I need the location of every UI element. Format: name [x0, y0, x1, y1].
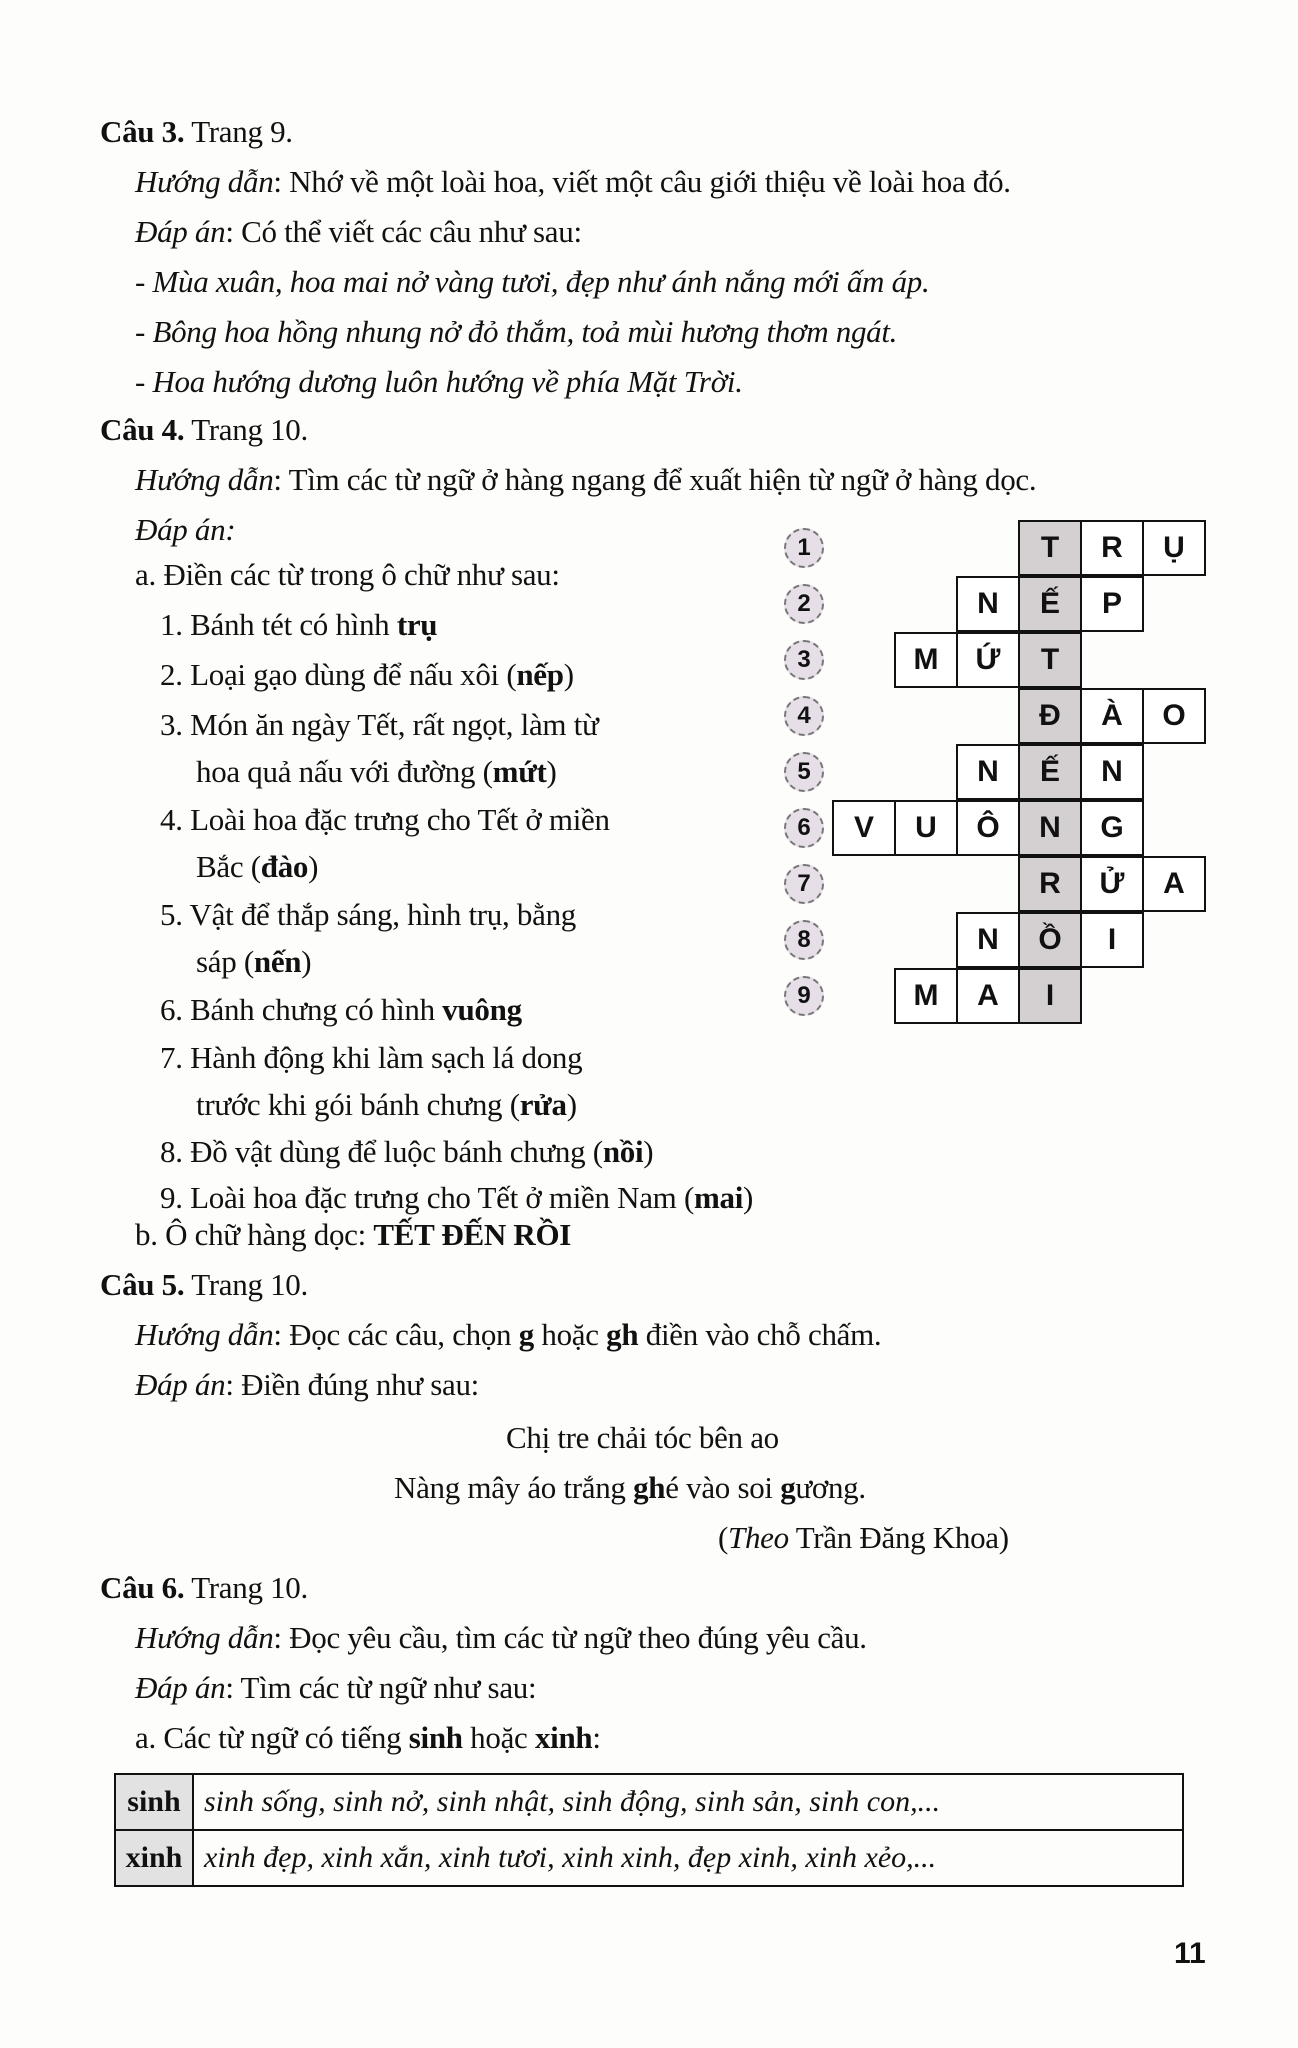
- clue-5-line-1: [160, 895, 576, 935]
- letter-gh: gh: [606, 1317, 639, 1352]
- crossword-cell: M: [894, 968, 958, 1024]
- poem-text: é vào soi: [665, 1470, 781, 1505]
- crossword-cell: A: [956, 968, 1020, 1024]
- huong-dan-label: Hướng dẫn: [135, 1620, 274, 1655]
- clue-5-line-2: sáp (nến): [196, 944, 312, 979]
- clue-answer: nếp: [516, 657, 564, 692]
- clue-answer: nến: [253, 944, 302, 979]
- table-row: [115, 1774, 1183, 1830]
- part-a-text: :: [592, 1720, 601, 1755]
- cau6-huong-dan: [135, 1618, 867, 1658]
- clue-number: 4.: [160, 802, 183, 837]
- clue-text: Đồ vật dùng để luộc bánh chưng: [190, 1134, 593, 1169]
- crossword-cell: Ử: [1080, 856, 1144, 912]
- crossword-key-cell: Ế: [1018, 744, 1082, 800]
- crossword-cell: À: [1080, 688, 1144, 744]
- cau6-heading: [100, 1568, 308, 1608]
- crossword-key-cell: Ồ: [1018, 912, 1082, 968]
- row-number-circle: 3: [784, 640, 824, 680]
- clue-number: 5.: [160, 897, 183, 932]
- crossword-key-cell: T: [1018, 632, 1082, 688]
- crossword-key-cell: N: [1018, 800, 1082, 856]
- cau4-heading: [100, 410, 308, 450]
- part-b-answer: TẾT ĐẾN RỒI: [373, 1217, 572, 1252]
- clue-9-line-1: 9. Loài hoa đặc trưng cho Tết ở miền Nam (mai): [160, 1180, 754, 1215]
- clue-1-line-1: [160, 605, 437, 645]
- cau4-huong-dan: [135, 460, 1036, 500]
- crossword-cell: O: [1142, 688, 1206, 744]
- crossword-cell: I: [1080, 912, 1144, 968]
- clue-text: Món ăn ngày Tết, rất ngọt, làm từ: [190, 707, 599, 742]
- clue-answer: mai: [693, 1180, 744, 1215]
- clue-answer: mứt: [492, 754, 547, 789]
- clue-text: Loại gạo dùng để nấu xôi: [190, 657, 507, 692]
- cau5-title: Câu 5.: [100, 1267, 185, 1302]
- dap-an-label: Đáp án: [135, 214, 226, 249]
- cau4-dap-an-label: Đáp án:: [135, 512, 236, 547]
- poem-bold: g: [780, 1470, 796, 1505]
- row-head: xinh: [115, 1830, 193, 1886]
- clue-3-line-1: [160, 705, 599, 745]
- cau3-heading: [100, 112, 293, 152]
- table-row: [115, 1830, 1183, 1886]
- clue-number: 7.: [160, 1040, 183, 1075]
- crossword-cell: G: [1080, 800, 1144, 856]
- row-words: xinh đẹp, xinh xắn, xinh tươi, xinh xinh, đẹp xinh, xinh xẻo,...: [193, 1830, 1183, 1886]
- clue-text: hoa quả nấu với đường: [196, 754, 483, 789]
- row-number-circle: 8: [784, 920, 824, 960]
- row-words: sinh sống, sinh nở, sinh nhật, sinh động, sinh sản, sinh con,...: [193, 1774, 1183, 1830]
- crossword-cell: P: [1080, 576, 1144, 632]
- clue-3-line-2: hoa quả nấu với đường (mứt): [196, 754, 557, 789]
- clue-text: trước khi gói bánh chưng: [196, 1087, 510, 1122]
- cau3-answer-3: - Hoa hướng dương luôn hướng về phía Mặt Trời.: [135, 364, 743, 399]
- poem-text: Nàng mây áo trắng: [394, 1470, 634, 1505]
- row-number-circle: 5: [784, 752, 824, 792]
- crossword-cell: V: [832, 800, 896, 856]
- row-number-circle: 1: [784, 528, 824, 568]
- cau6-page: Trang 10.: [191, 1570, 308, 1605]
- row-number-circle: 9: [784, 976, 824, 1016]
- clue-number: 6.: [160, 992, 183, 1027]
- page-number: 11: [1174, 1937, 1206, 1970]
- part-a-text: a. Các từ ngữ có tiếng: [135, 1720, 409, 1755]
- clue-7-line-1: [160, 1038, 582, 1078]
- clue-answer: đào: [260, 849, 309, 884]
- crossword-cell: N: [956, 576, 1020, 632]
- cau4-title: Câu 4.: [100, 412, 185, 447]
- poem-text: ương.: [795, 1470, 866, 1505]
- huong-dan-label: Hướng dẫn: [135, 462, 274, 497]
- cau3-dap-an: [135, 212, 582, 252]
- clue-6-line-1: [160, 990, 522, 1030]
- crossword-key-cell: R: [1018, 856, 1082, 912]
- dap-an-text: : Có thể viết các câu như sau:: [225, 214, 582, 249]
- crossword-key-cell: Đ: [1018, 688, 1082, 744]
- cau5-heading: [100, 1265, 308, 1305]
- crossword-cell: R: [1080, 520, 1144, 576]
- row-number-circle: 6: [784, 808, 824, 848]
- dap-an-text: : Tìm các từ ngữ như sau:: [225, 1670, 537, 1705]
- cau6-dap-an: [135, 1668, 536, 1708]
- cau4-page: Trang 10.: [191, 412, 308, 447]
- huong-dan-text-end: điền vào chỗ chấm.: [638, 1317, 882, 1352]
- cau3-page: Trang 9.: [191, 114, 293, 149]
- huong-dan-text: : Đọc các câu, chọn: [273, 1317, 519, 1352]
- cau6-title: Câu 6.: [100, 1570, 185, 1605]
- cau4-part-b: [135, 1215, 571, 1255]
- letter-g: g: [518, 1317, 534, 1352]
- huong-dan-text: : Đọc yêu cầu, tìm các từ ngữ theo đúng yêu cầu.: [273, 1620, 867, 1655]
- poem-source: [718, 1518, 1009, 1558]
- crossword-key-cell: T: [1018, 520, 1082, 576]
- row-number-circle: 2: [784, 584, 824, 624]
- word-xinh: xinh: [534, 1720, 593, 1755]
- clue-2-line-1: 2. Loại gạo dùng để nấu xôi (nếp): [160, 657, 574, 692]
- part-b-label: b. Ô chữ hàng dọc:: [135, 1217, 374, 1252]
- crossword-cell: Ụ: [1142, 520, 1206, 576]
- clue-text: Bánh chưng có hình: [190, 992, 443, 1027]
- poem-line-1: Chị tre chải tóc bên ao: [506, 1420, 779, 1455]
- row-head: sinh: [115, 1774, 193, 1830]
- cau6-part-a: [135, 1718, 601, 1758]
- dap-an-label: Đáp án: [135, 1670, 226, 1705]
- crossword-cell: N: [1080, 744, 1144, 800]
- row-number-circle: 7: [784, 864, 824, 904]
- crossword-key-cell: I: [1018, 968, 1082, 1024]
- clue-4-line-2: Bắc (đào): [196, 849, 319, 884]
- huong-dan-label: Hướng dẫn: [135, 164, 274, 199]
- part-a-text: hoặc: [462, 1720, 535, 1755]
- cau4-part-a: a. Điền các từ trong ô chữ như sau:: [135, 557, 560, 592]
- row-number-circle: 4: [784, 696, 824, 736]
- source-author: Trần Đăng Khoa): [788, 1520, 1009, 1555]
- crossword-cell: A: [1142, 856, 1206, 912]
- clue-7-line-2: trước khi gói bánh chưng (rửa): [196, 1087, 577, 1122]
- clue-8-line-1: 8. Đồ vật dùng để luộc bánh chưng (nồi): [160, 1134, 654, 1169]
- clue-answer: trụ: [396, 607, 438, 642]
- clue-text: Bắc: [196, 849, 251, 884]
- clue-answer: nồi: [602, 1134, 644, 1169]
- crossword-key-cell: Ế: [1018, 576, 1082, 632]
- clue-text: Loài hoa đặc trưng cho Tết ở miền Nam: [190, 1180, 684, 1215]
- crossword-cell: M: [894, 632, 958, 688]
- dap-an-text: : Điền đúng như sau:: [225, 1367, 479, 1402]
- crossword-cell: U: [894, 800, 958, 856]
- clue-number: 1.: [160, 607, 183, 642]
- clue-text: Loài hoa đặc trưng cho Tết ở miền: [190, 802, 610, 837]
- cau5-page: Trang 10.: [191, 1267, 308, 1302]
- crossword-cell: Ô: [956, 800, 1020, 856]
- cau5-huong-dan: [135, 1315, 881, 1355]
- word-sinh: sinh: [408, 1720, 463, 1755]
- crossword-cell: N: [956, 744, 1020, 800]
- text-hoac: hoặc: [533, 1317, 607, 1352]
- clue-number: 9.: [160, 1180, 183, 1215]
- clue-text: sáp: [196, 944, 244, 979]
- cau3-answer-2: - Bông hoa hồng nhung nở đỏ thắm, toả mùi hương thơm ngát.: [135, 314, 898, 349]
- cau3-huong-dan: [135, 162, 1011, 202]
- source-theo: Theo: [728, 1520, 789, 1555]
- clue-answer: rửa: [519, 1087, 567, 1122]
- cau3-answer-1: - Mùa xuân, hoa mai nở vàng tươi, đẹp như ánh nắng mới ấm áp.: [135, 264, 930, 299]
- poem-line-2: [394, 1468, 866, 1508]
- clue-answer: vuông: [442, 992, 522, 1027]
- clue-number: 3.: [160, 707, 183, 742]
- dap-an-label: Đáp án: [135, 1367, 226, 1402]
- crossword-cell: Ứ: [956, 632, 1020, 688]
- clue-number: 8.: [160, 1134, 183, 1169]
- crossword-cell: N: [956, 912, 1020, 968]
- clue-number: 2.: [160, 657, 183, 692]
- clue-text: Hành động khi làm sạch lá dong: [190, 1040, 583, 1075]
- poem-bold: gh: [633, 1470, 666, 1505]
- clue-4-line-1: [160, 800, 610, 840]
- clue-text: Vật để thắp sáng, hình trụ, bằng: [189, 897, 576, 932]
- sinh-xinh-table: [114, 1773, 1184, 1887]
- huong-dan-text: : Nhớ về một loài hoa, viết một câu giới thiệu về loài hoa đó.: [273, 164, 1011, 199]
- paren: (: [718, 1520, 729, 1555]
- cau3-title: Câu 3.: [100, 114, 185, 149]
- huong-dan-text: : Tìm các từ ngữ ở hàng ngang để xuất hiện từ ngữ ở hàng dọc.: [273, 462, 1037, 497]
- cau5-dap-an: [135, 1365, 479, 1405]
- clue-text: Bánh tét có hình: [190, 607, 397, 642]
- huong-dan-label: Hướng dẫn: [135, 1317, 274, 1352]
